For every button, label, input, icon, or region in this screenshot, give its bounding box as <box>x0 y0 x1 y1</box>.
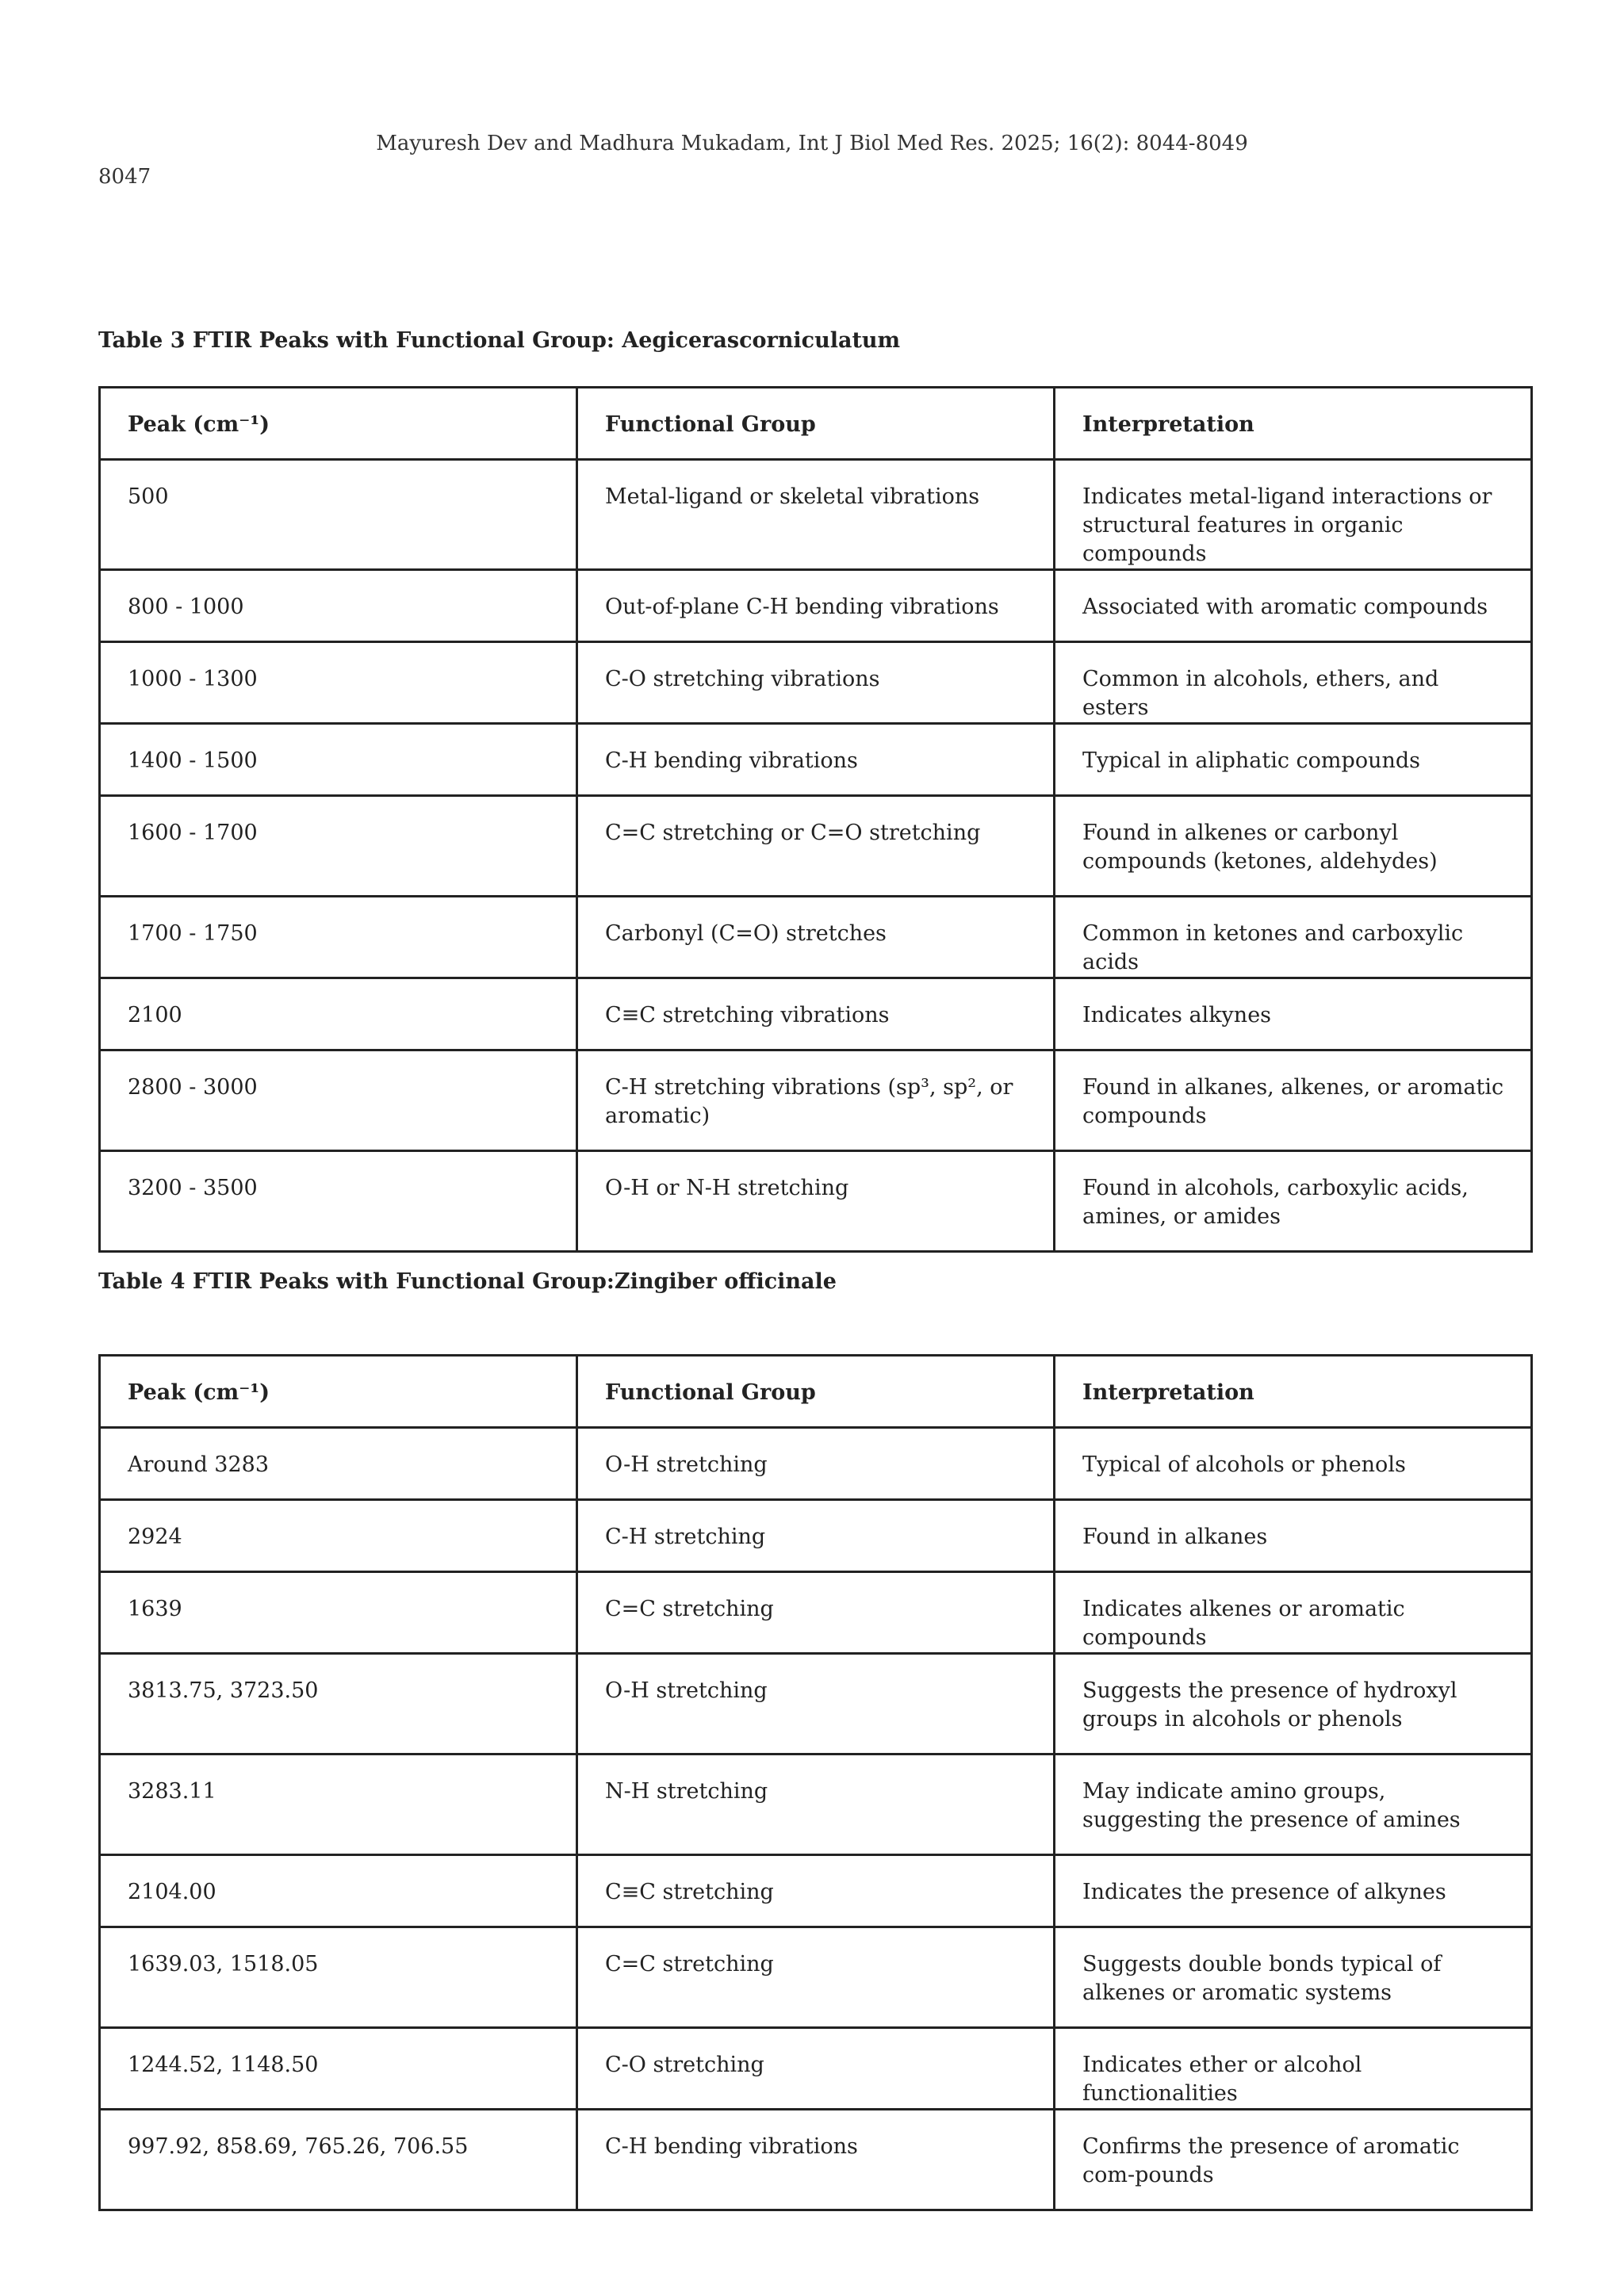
table3-cell-functional-group: C=C stretching or C=O stretching <box>577 796 1055 897</box>
table3-cell-functional-group: Carbonyl (C=O) stretches <box>577 897 1055 978</box>
table3-row <box>100 796 1532 897</box>
table4-cell-interpretation: Suggests double bonds typical of alkenes or aromatic systems <box>1055 1927 1532 2028</box>
table3-cell-peak: 1600 - 1700 <box>100 796 577 897</box>
table3-cell-functional-group: C≡C stretching vibrations <box>577 978 1055 1050</box>
table3-cell-interpretation: Found in alkanes, alkenes, or aromatic compounds <box>1055 1050 1532 1151</box>
table4-cell-interpretation: Found in alkanes <box>1055 1500 1532 1572</box>
table3-cell-interpretation: Common in ketones and carboxylic acids <box>1055 897 1532 978</box>
table4-row <box>100 1927 1532 2028</box>
table4-row <box>100 1428 1532 1500</box>
table4-cell-functional-group: O-H stretching <box>577 1428 1055 1500</box>
table4-cell-peak: 2924 <box>100 1500 577 1572</box>
table4-row <box>100 1755 1532 1855</box>
table3-cell-interpretation: Indicates alkynes <box>1055 978 1532 1050</box>
table3-header-row <box>100 388 1532 460</box>
table3-cell-interpretation: Found in alcohols, carboxylic acids, amines, or amides <box>1055 1151 1532 1252</box>
table3-cell-peak: 1700 - 1750 <box>100 897 577 978</box>
table4-cell-peak: Around 3283 <box>100 1428 577 1500</box>
table3-cell-peak: 2800 - 3000 <box>100 1050 577 1151</box>
table3-cell-functional-group: Out-of-plane C-H bending vibrations <box>577 570 1055 642</box>
table3-cell-functional-group: C-O stretching vibrations <box>577 642 1055 724</box>
table4 <box>98 1354 1533 2211</box>
table4-cell-functional-group: O-H stretching <box>577 1654 1055 1755</box>
table4-header-peak: Peak (cm⁻¹) <box>100 1356 577 1428</box>
table3-cell-peak: 800 - 1000 <box>100 570 577 642</box>
table3-row <box>100 978 1532 1050</box>
table4-caption: Table 4 FTIR Peaks with Functional Group:Zingiber officinale <box>98 1269 837 1294</box>
table4-cell-peak: 2104.00 <box>100 1855 577 1927</box>
table4-cell-interpretation: May indicate amino groups, suggesting the presence of amines <box>1055 1755 1532 1855</box>
table4-cell-functional-group: C-H bending vibrations <box>577 2110 1055 2210</box>
table3-cell-peak: 1400 - 1500 <box>100 724 577 796</box>
table3-caption: Table 3 FTIR Peaks with Functional Group: Aegicerascorniculatum <box>98 328 901 353</box>
table4-cell-interpretation: Indicates alkenes or aromatic compounds <box>1055 1572 1532 1654</box>
table3-row <box>100 897 1532 978</box>
table3-header-interpretation: Interpretation <box>1055 388 1532 460</box>
table3-row <box>100 1050 1532 1151</box>
table4-cell-interpretation: Indicates ether or alcohol functionalities <box>1055 2028 1532 2110</box>
table4-row <box>100 2110 1532 2210</box>
table4-cell-functional-group: N-H stretching <box>577 1755 1055 1855</box>
table3-cell-interpretation: Associated with aromatic compounds <box>1055 570 1532 642</box>
table3-row <box>100 1151 1532 1252</box>
running-head: Mayuresh Dev and Madhura Mukadam, Int J Biol Med Res. 2025; 16(2): 8044-8049 <box>376 132 1248 155</box>
table3-row <box>100 460 1532 570</box>
table3-row <box>100 570 1532 642</box>
table4-cell-functional-group: C=C stretching <box>577 1572 1055 1654</box>
table4-cell-interpretation: Suggests the presence of hydroxyl groups in alcohols or phenols <box>1055 1654 1532 1755</box>
table4-row <box>100 1855 1532 1927</box>
table4-row <box>100 1654 1532 1755</box>
table4-cell-peak: 1639.03, 1518.05 <box>100 1927 577 2028</box>
table3-cell-peak: 500 <box>100 460 577 570</box>
table3-cell-functional-group: Metal-ligand or skeletal vibrations <box>577 460 1055 570</box>
table3-cell-functional-group: O-H or N-H stretching <box>577 1151 1055 1252</box>
table3-cell-functional-group: C-H bending vibrations <box>577 724 1055 796</box>
table4-row <box>100 1572 1532 1654</box>
table4-row <box>100 1500 1532 1572</box>
table4-cell-peak: 1244.52, 1148.50 <box>100 2028 577 2110</box>
table4-cell-peak: 1639 <box>100 1572 577 1654</box>
table3 <box>98 386 1533 1253</box>
table3-cell-peak: 2100 <box>100 978 577 1050</box>
table3-row <box>100 724 1532 796</box>
table4-header-row <box>100 1356 1532 1428</box>
table3-cell-interpretation: Found in alkenes or carbonyl compounds (ketones, aldehydes) <box>1055 796 1532 897</box>
table4-cell-functional-group: C-O stretching <box>577 2028 1055 2110</box>
table4-cell-functional-group: C≡C stretching <box>577 1855 1055 1927</box>
table4-cell-interpretation: Confirms the presence of aromatic com-pounds <box>1055 2110 1532 2210</box>
table4-cell-interpretation: Indicates the presence of alkynes <box>1055 1855 1532 1927</box>
table3-cell-interpretation: Indicates metal-ligand interactions or structural features in organic compounds <box>1055 460 1532 570</box>
table4-cell-interpretation: Typical of alcohols or phenols <box>1055 1428 1532 1500</box>
table4-row <box>100 2028 1532 2110</box>
table4-header-functional-group: Functional Group <box>577 1356 1055 1428</box>
table4-cell-peak: 997.92, 858.69, 765.26, 706.55 <box>100 2110 577 2210</box>
table3-cell-peak: 3200 - 3500 <box>100 1151 577 1252</box>
table3-cell-peak: 1000 - 1300 <box>100 642 577 724</box>
table3-cell-interpretation: Common in alcohols, ethers, and esters <box>1055 642 1532 724</box>
table3-header-functional-group: Functional Group <box>577 388 1055 460</box>
table3-row <box>100 642 1532 724</box>
table3-header-peak: Peak (cm⁻¹) <box>100 388 577 460</box>
table4-cell-functional-group: C-H stretching <box>577 1500 1055 1572</box>
table4-cell-peak: 3813.75, 3723.50 <box>100 1654 577 1755</box>
table4-header-interpretation: Interpretation <box>1055 1356 1532 1428</box>
table4-cell-peak: 3283.11 <box>100 1755 577 1855</box>
table4-cell-functional-group: C=C stretching <box>577 1927 1055 2028</box>
table3-cell-functional-group: C-H stretching vibrations (sp³, sp², or aromatic) <box>577 1050 1055 1151</box>
page-number: 8047 <box>98 165 151 189</box>
table3-cell-interpretation: Typical in aliphatic compounds <box>1055 724 1532 796</box>
